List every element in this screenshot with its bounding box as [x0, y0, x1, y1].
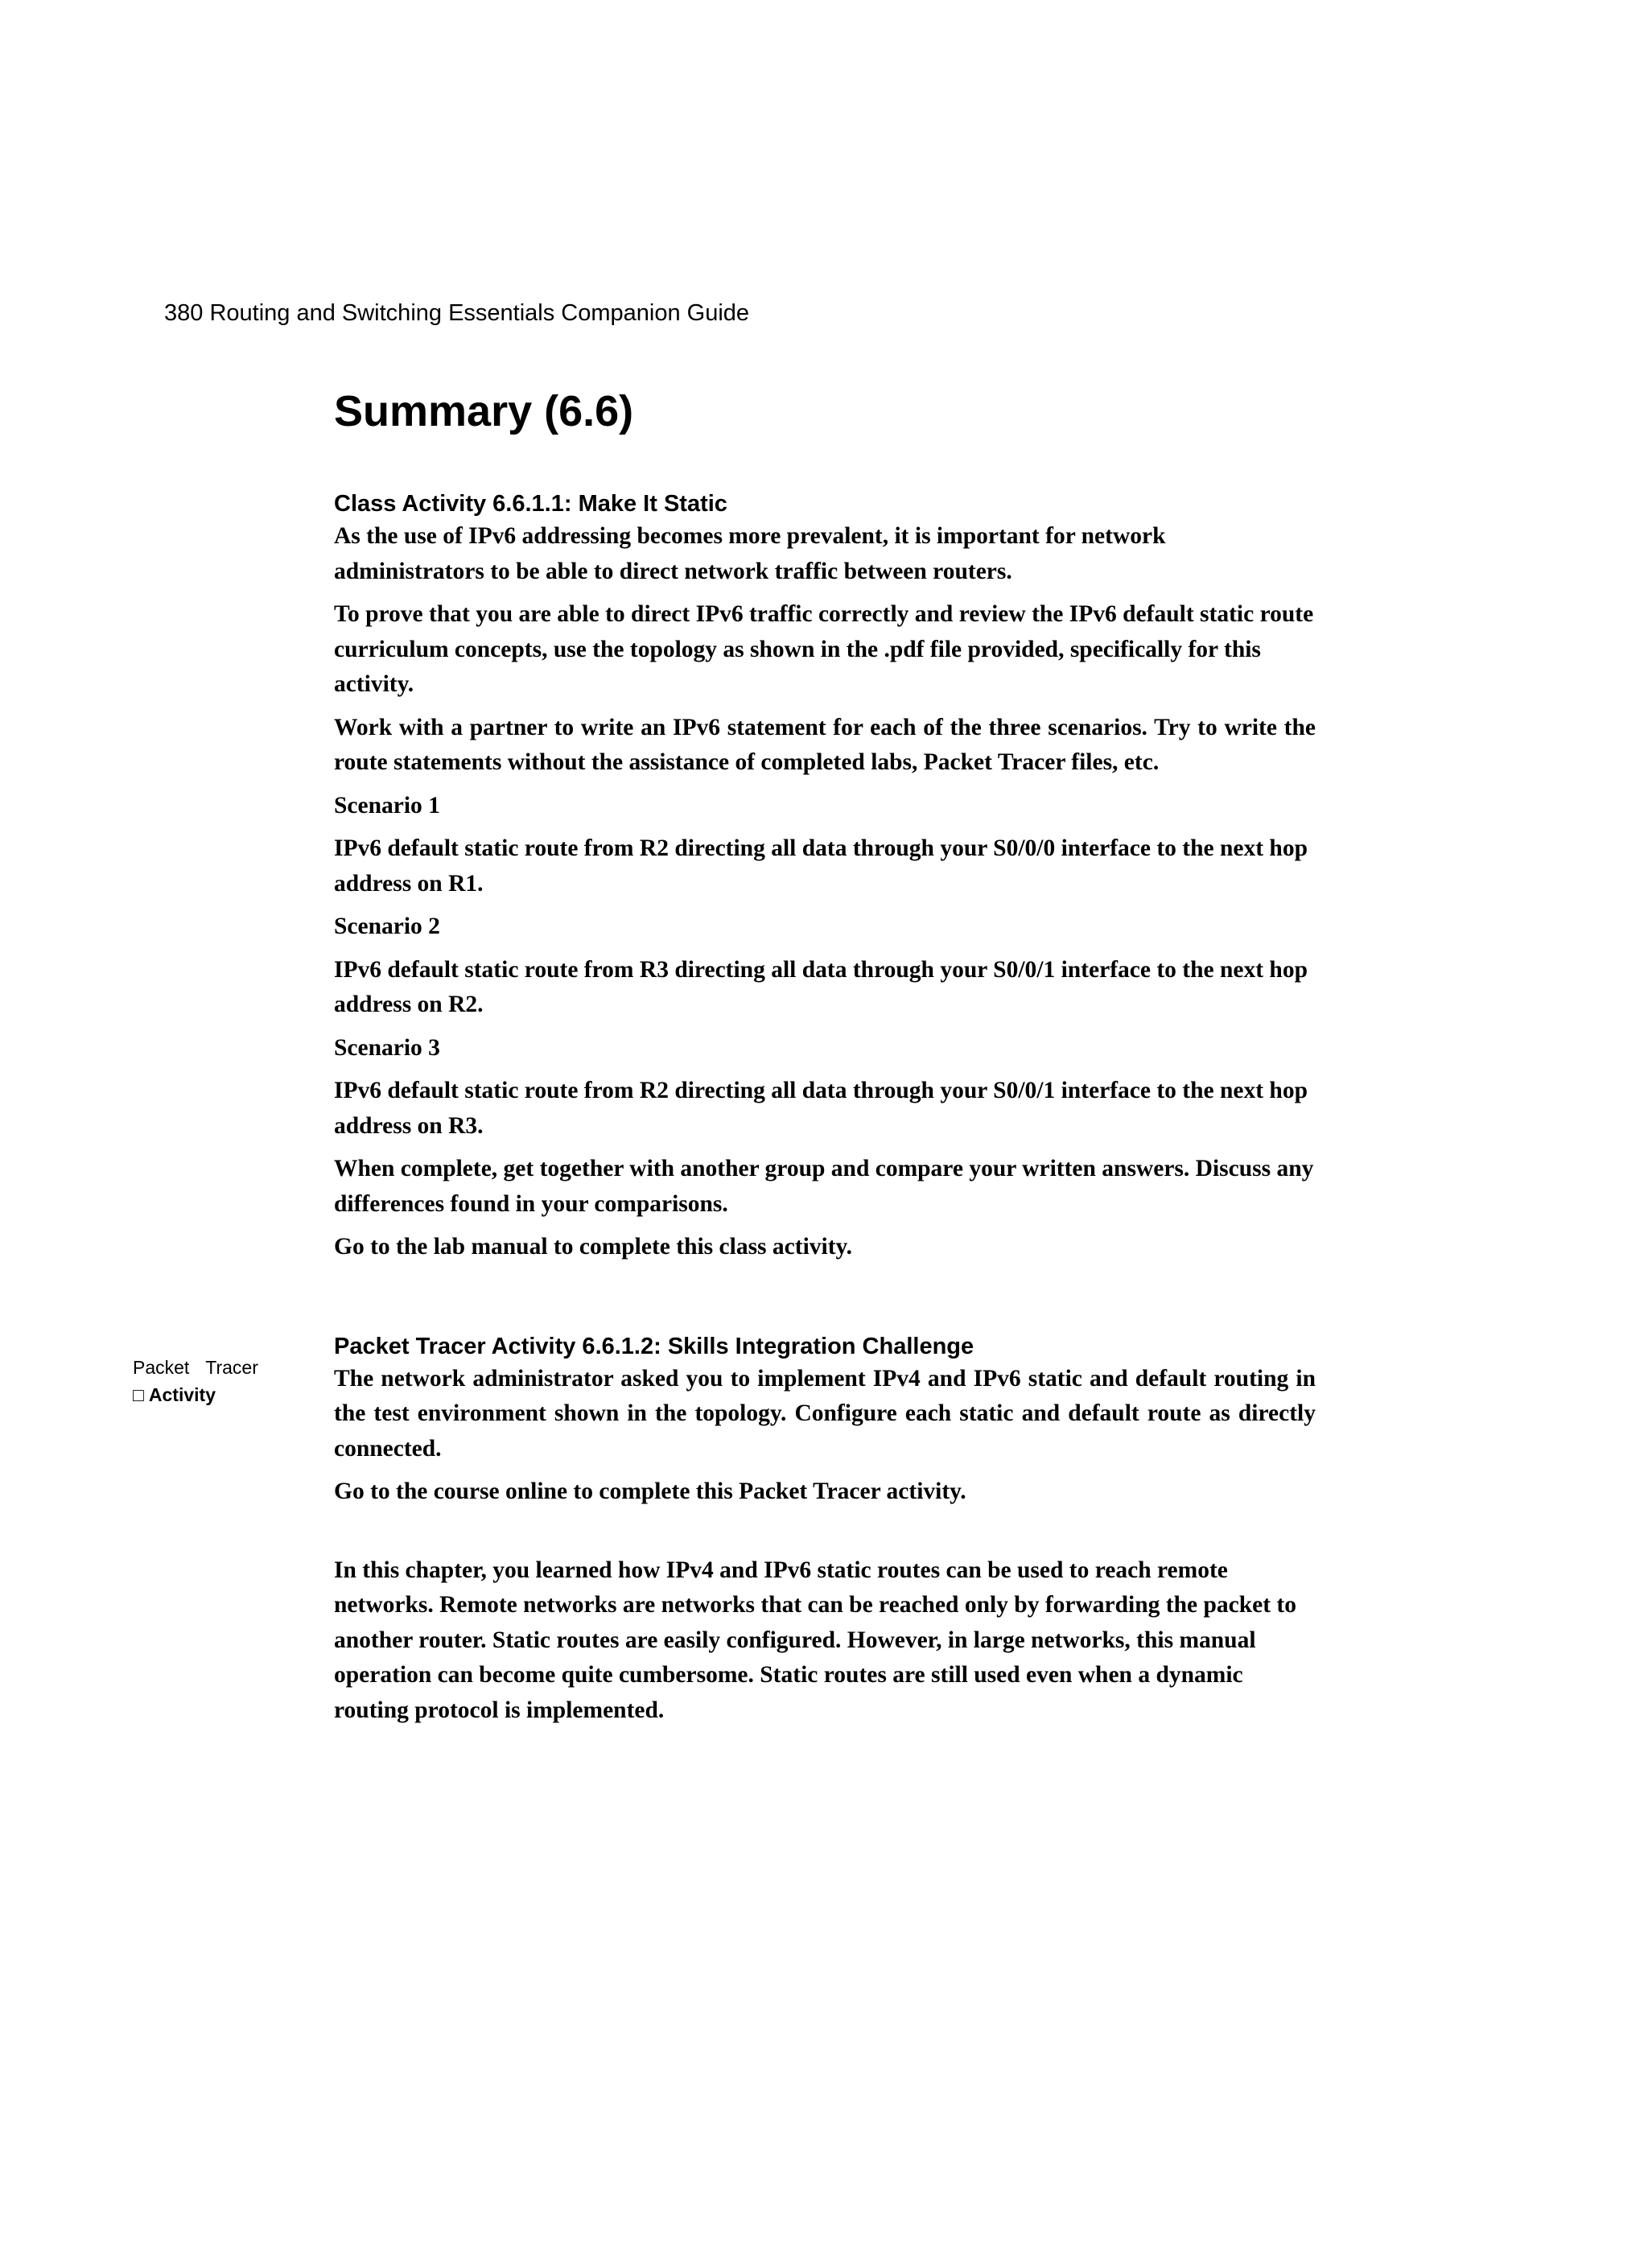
checkbox-icon: □: [133, 1384, 144, 1405]
paragraph: When complete, get together with another group and compare your written answers. Discuss any differences found in your comparisons.: [334, 1156, 1314, 1217]
paragraph: IPv6 default static route from R2 directing all data through your S0/0/0 interface to the next hop address on R1.: [334, 835, 1308, 897]
sidebar-label-activity: Activity: [148, 1384, 216, 1405]
paragraph: Work with a partner to write an IPv6 statement for each of the three scenarios. Try to write the route statements without the assistance of completed labs, Packet Tracer files, etc.: [334, 714, 1316, 776]
scenario-label: Scenario 3: [334, 1034, 440, 1061]
packet-tracer-activity-label: [133, 1354, 258, 1408]
closing-paragraph: In this chapter, you learned how IPv4 and IPv6 static routes can be used to reach remote networks. Remote networks are networks that can be reached only by forwarding the packet to another router. Static routes are easily configured. However, in large networks, this manual operation can become quite cumbersome. Static routes are still used even when a dynamic routing protocol is implemented.: [334, 1557, 1297, 1723]
scenario-label: Scenario 2: [334, 913, 440, 940]
running-header: 380 Routing and Switching Essentials Companion Guide: [164, 300, 750, 326]
paragraph: IPv6 default static route from R2 directing all data through your S0/0/1 interface to the next hop address on R3.: [334, 1078, 1308, 1139]
paragraph: To prove that you are able to direct IPv6 traffic correctly and review the IPv6 default static route curriculum concepts, use the topology as shown in the .pdf file provided, specifically for this activity.: [334, 601, 1314, 698]
main-content: [334, 386, 1316, 1736]
packet-tracer-activity-heading: Packet Tracer Activity 6.6.1.2: Skills Integration Challenge: [334, 1333, 974, 1359]
class-activity-heading: Class Activity 6.6.1.1: Make It Static: [334, 491, 727, 518]
paragraph: IPv6 default static route from R3 directing all data through your S0/0/1 interface to the next hop address on R2.: [334, 956, 1308, 1018]
paragraph: As the use of IPv6 addressing becomes more prevalent, it is important for network administrators to be able to direct network traffic between routers.: [334, 523, 1166, 584]
paragraph: The network administrator asked you to implement IPv4 and IPv6 static and default routing in the test environment shown in the topology. Configure each static and default route as directly connected.: [334, 1365, 1316, 1462]
sidebar-label-line2: [133, 1381, 258, 1408]
section-title: Summary (6.6): [334, 387, 634, 435]
scenario-label: Scenario 1: [334, 792, 440, 819]
paragraph: Go to the lab manual to complete this class activity.: [334, 1234, 853, 1260]
packet-tracer-activity-section: [334, 1332, 1316, 1510]
sidebar-label-line1: Packet Tracer: [133, 1357, 258, 1378]
class-activity-section: [334, 489, 1316, 1265]
paragraph: Go to the course online to complete this Packet Tracer activity.: [334, 1478, 966, 1505]
